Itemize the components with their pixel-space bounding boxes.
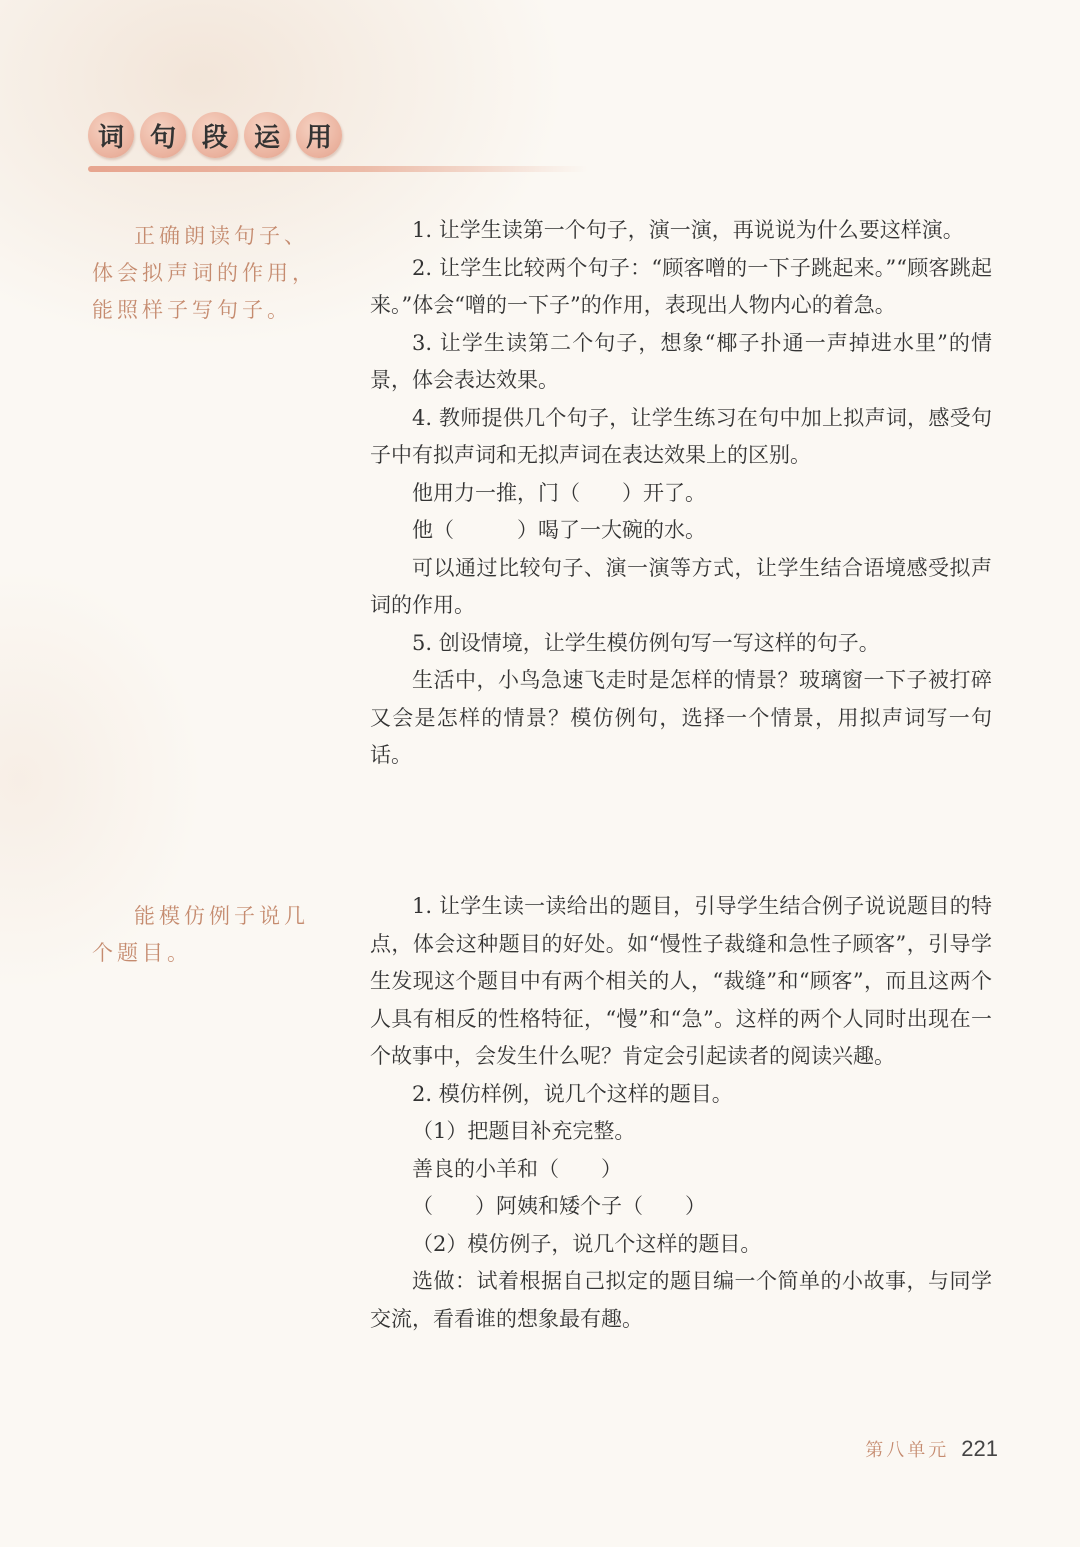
paragraph: 生活中，小鸟急速飞走时是怎样的情景？玻璃窗一下子被打碎又会是怎样的情景？模仿例句，选择一个情景，用拟声词写一句话。 xyxy=(370,668,992,767)
section1-body xyxy=(370,212,992,775)
header-char: 段 xyxy=(192,112,238,158)
header-char: 句 xyxy=(140,112,186,158)
example-sentence: 他用力一推，门（ ）开了。 xyxy=(412,480,706,505)
header-char: 词 xyxy=(88,112,134,158)
paragraph: 2. 让学生比较两个句子：“顾客噌的一下子跳起来。”“顾客跳起来。”体会“噌的一下子”的作用，表现出人物内心的着急。 xyxy=(370,255,992,317)
paragraph: 可以通过比较句子、演一演等方式，让学生结合语境感受拟声词的作用。 xyxy=(370,555,992,617)
header-char: 用 xyxy=(296,112,342,158)
example-sentence: 他（ ）喝了一大碗的水。 xyxy=(412,518,706,542)
header-title xyxy=(88,112,342,158)
example-title: （ ）阿姨和矮个子（ ） xyxy=(412,1194,706,1218)
paragraph: 选做：试着根据自己拟定的题目编一个简单的小故事，与同学交流，看看谁的想象最有趣。 xyxy=(370,1269,992,1331)
header-underline xyxy=(88,166,588,172)
paragraph: 1. 让学生读第一个句子，演一演，再说说为什么要这样演。 xyxy=(412,218,964,242)
section2-goal-note: 能模仿例子说几个题目。 xyxy=(92,904,309,965)
unit-label: 第八单元 xyxy=(865,1440,950,1461)
section-header xyxy=(88,108,588,178)
page-footer xyxy=(865,1436,998,1462)
paragraph: 1. 让学生读一读给出的题目，引导学生结合例子说说题目的特点，体会这种题目的好处。如“慢性子裁缝和急性子顾客”，引导学生发现这个题目中有两个相关的人，“裁缝”和“顾客”，而且这两个人具有相反的性格特征，“慢”和“急”。这样的两个人同时出现在一个故事中，会发生什么呢？肯定会引起读者的阅读兴趣。 xyxy=(370,894,992,1068)
sub-item: （2）模仿例子，说几个这样的题目。 xyxy=(412,1231,762,1256)
paragraph: 2. 模仿样例，说几个这样的题目。 xyxy=(412,1081,733,1106)
section2-body xyxy=(370,888,992,1338)
paragraph: 3. 让学生读第二个句子，想象“椰子扑通一声掉进水里”的情景，体会表达效果。 xyxy=(370,330,992,392)
header-char: 运 xyxy=(244,112,290,158)
section1-goal-note: 正确朗读句子、体会拟声词的作用，能照样子写句子。 xyxy=(92,224,317,322)
paragraph: 5. 创设情境，让学生模仿例句写一写这样的句子。 xyxy=(412,630,880,655)
sub-item: （1）把题目补充完整。 xyxy=(412,1119,636,1143)
example-title: 善良的小羊和（ ） xyxy=(412,1156,622,1181)
page-number: 221 xyxy=(961,1436,998,1461)
paragraph: 4. 教师提供几个句子，让学生练习在句中加上拟声词，感受句子中有拟声词和无拟声词在表达效果上的区别。 xyxy=(370,405,992,467)
